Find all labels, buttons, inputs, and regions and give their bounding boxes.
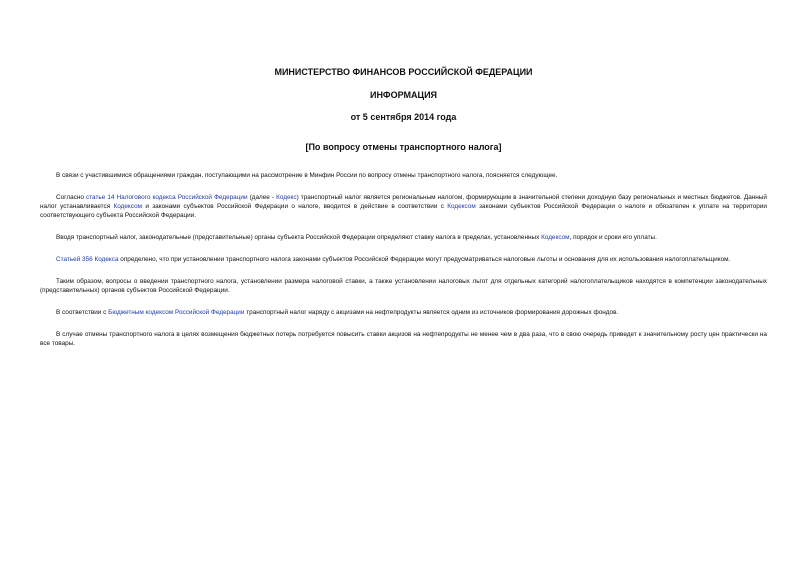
link-code[interactable]: Кодексом xyxy=(113,203,143,210)
link-article-356[interactable]: Статьей 356 Кодекса xyxy=(56,256,119,263)
paragraph-3 xyxy=(40,233,767,242)
paragraph-5 xyxy=(40,277,767,295)
link-budget-code[interactable]: Бюджетным кодексом Российской Федерации xyxy=(108,309,245,316)
paragraph-text: ) транспортный налог является региональным налогом, формирующим в значительной степени доходную базу региональных и местных бюджетов. Данный налог устанавливается xyxy=(40,194,767,210)
paragraph-text: определено, что при установлении транспортного налога законами субъектов Российской Федерации могут предусматриваться налоговые льготы и основания для их использования налогоплательщиком. xyxy=(118,256,731,263)
paragraph-7 xyxy=(40,330,767,348)
link-code[interactable]: Кодексом xyxy=(447,203,476,210)
paragraph-text: Вводя транспортный налог, законодательные (представительные) органы субъекта Российской Федерации определяют ставку налога в пределах, установленных xyxy=(56,234,542,241)
paragraph-text: В соответствии с xyxy=(56,309,109,316)
paragraph-text: Таким образом, вопросы о введении транспортного налога, установлении размера налоговой ставки, а также установлении налоговых льгот для отдельных категорий налогоплательщиков находятся в компетенции законодательных (представительных) органов субъектов Российской Федерации. xyxy=(40,278,767,294)
paragraph-text: транспортный налог наряду с акцизами на нефтепродукты является одним из источников формирования дорожных фондов. xyxy=(244,309,619,316)
paragraph-2 xyxy=(40,193,767,220)
document-date: от 5 сентября 2014 года xyxy=(350,112,457,122)
paragraph-text: (далее - xyxy=(247,194,277,201)
link-code[interactable]: Кодексом xyxy=(541,234,570,241)
ministry-heading: МИНИСТЕРСТВО ФИНАНСОВ РОССИЙСКОЙ ФЕДЕРАЦИИ xyxy=(274,67,533,77)
paragraph-1 xyxy=(40,171,767,180)
paragraph-text: , порядок и сроки его уплаты. xyxy=(569,234,657,241)
paragraph-text: Согласно xyxy=(56,194,86,201)
paragraph-text: В случае отмены транспортного налога в целях возмещения бюджетных потерь потребуется повысить ставки акцизов на нефтепродукты не менее чем в два раза, что в свою очередь приведет к значительному росту цен практически на все товары. xyxy=(40,331,767,347)
link-tax-code-article-14[interactable]: статье 14 Налогового кодекса Российской Федерации xyxy=(86,194,248,201)
paragraph-4 xyxy=(40,255,767,264)
document-body xyxy=(40,171,767,361)
paragraph-6 xyxy=(40,308,767,317)
paragraph-text: и законами субъектов Российской Федерации о налоге, вводится в действие в соответствии с xyxy=(142,203,448,210)
document-subject: [По вопросу отмены транспортного налога] xyxy=(305,142,502,152)
link-code[interactable]: Кодекс xyxy=(276,194,297,201)
document-type-heading: ИНФОРМАЦИЯ xyxy=(369,90,438,100)
paragraph-text: законами субъектов Российской Федерации о налоге и обязателен к уплате на территории соответствующего субъекта Российской Федерации. xyxy=(40,203,767,219)
paragraph-text: В связи с участившимися обращениями граждан, поступающими на рассмотрение в Минфин России по вопросу отмены транспортного налога, поясняется следующее. xyxy=(56,172,558,179)
